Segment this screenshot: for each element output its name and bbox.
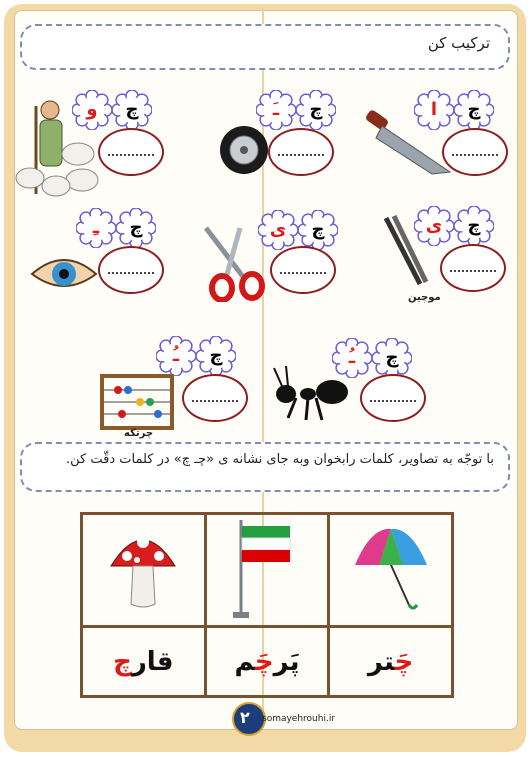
letter-text: چ — [125, 99, 139, 120]
tweezers-caption: موچین — [408, 292, 441, 303]
shepherd-picture — [14, 94, 106, 200]
sign-text: ی — [425, 215, 443, 236]
answer-oval[interactable] — [440, 244, 506, 292]
scissors-picture — [200, 226, 272, 302]
answer-line — [370, 400, 416, 402]
instruction-box — [20, 442, 510, 492]
grid-cell-flag — [205, 514, 329, 627]
letter-text: چ — [209, 345, 223, 366]
umbrella-picture — [351, 523, 431, 613]
abacus-picture — [100, 374, 174, 430]
grid-word-parcham: پَرچَم — [205, 627, 329, 697]
letter-flower — [196, 336, 236, 376]
title-box — [20, 24, 510, 70]
wheel-picture — [218, 124, 270, 176]
letter-flower — [372, 338, 412, 378]
sign-text: ـِ — [92, 217, 100, 238]
sign-text: ی — [269, 219, 287, 240]
grid-cell-mushroom — [82, 514, 206, 627]
letter-flower — [296, 90, 336, 130]
letter-flower — [298, 210, 338, 250]
letter-text: چ — [467, 215, 481, 236]
sign-text: ـُ — [172, 345, 180, 366]
letter-flower — [454, 90, 494, 130]
abacus-caption: چرتکه — [124, 428, 154, 439]
word-grid — [80, 512, 454, 698]
answer-oval[interactable] — [360, 374, 426, 422]
answer-line — [108, 272, 154, 274]
knife-picture — [362, 108, 452, 178]
grid-cell-umbrella — [329, 514, 453, 627]
page-title: ترکیب کن — [427, 34, 490, 52]
answer-oval[interactable] — [182, 374, 248, 422]
answer-line — [278, 154, 324, 156]
sign-flower — [76, 208, 116, 248]
letter-text: چ — [467, 99, 481, 120]
answer-line — [108, 154, 154, 156]
answer-line — [450, 270, 496, 272]
sign-text: ـُ — [348, 347, 356, 368]
page-number: ۲ — [240, 708, 250, 727]
eye-picture — [28, 250, 100, 296]
letter-text: چ — [385, 347, 399, 368]
instruction-text: با توجّه به تصاویر، کلمات رابخوان وبه جای نشانه ی «چـ چ» در کلمات دقّت کن. — [66, 452, 494, 467]
sign-flower — [156, 336, 196, 376]
answer-line — [192, 400, 238, 402]
answer-line — [280, 272, 326, 274]
mushroom-picture — [107, 526, 179, 610]
letter-flower — [116, 208, 156, 248]
letter-flower — [112, 90, 152, 130]
flag-picture — [231, 516, 303, 620]
answer-oval[interactable] — [270, 246, 336, 294]
answer-oval[interactable] — [98, 128, 164, 176]
sign-text: ا — [430, 99, 438, 120]
letter-flower — [454, 206, 494, 246]
tweezers-picture — [380, 214, 434, 288]
letter-text: چ — [311, 219, 325, 240]
sign-text: و — [86, 99, 98, 120]
grid-word-chatr: چَتر — [329, 627, 453, 697]
letter-text: چ — [129, 217, 143, 238]
grid-word-gharch: قارچ — [82, 627, 206, 697]
answer-oval[interactable] — [98, 246, 164, 294]
ant-picture — [272, 364, 350, 424]
answer-line — [452, 154, 498, 156]
site-url: somayehrouhi.ir — [262, 714, 336, 724]
answer-oval[interactable] — [268, 128, 334, 176]
sign-text: ـَ — [272, 99, 280, 120]
letter-text: چ — [309, 99, 323, 120]
